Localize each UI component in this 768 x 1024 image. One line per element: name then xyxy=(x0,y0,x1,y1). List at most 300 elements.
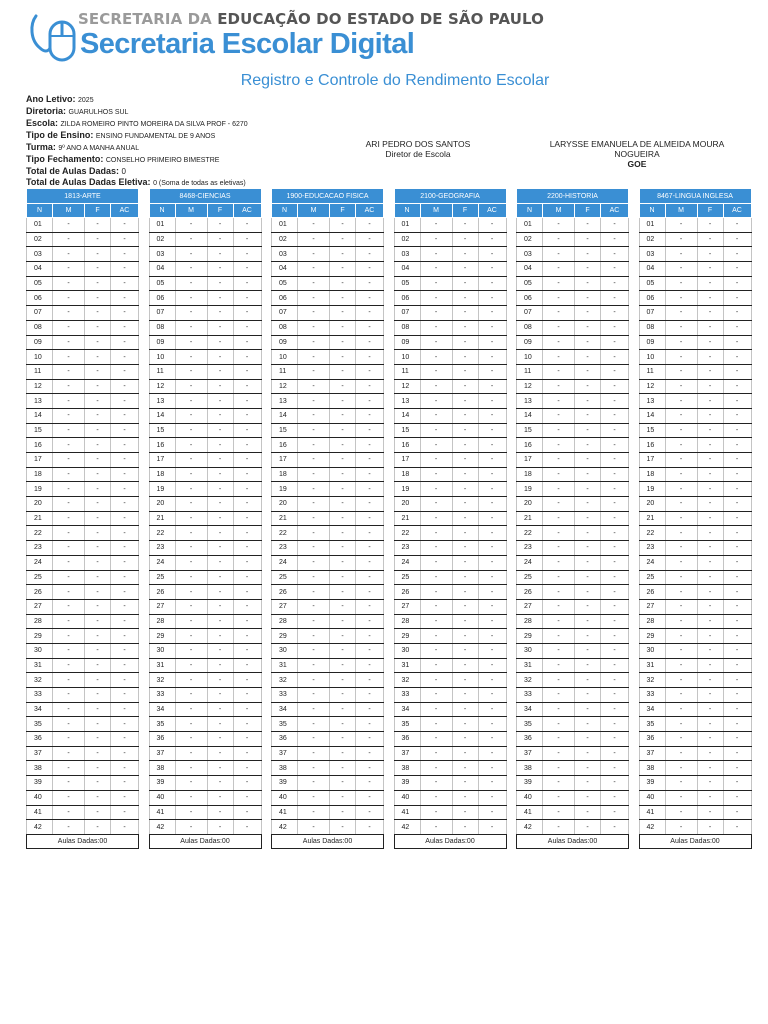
cell-ac: - xyxy=(601,320,629,335)
cell-ac: - xyxy=(111,438,139,453)
student-number: 10 xyxy=(517,350,543,365)
cell-f: - xyxy=(575,482,601,497)
student-number: 41 xyxy=(272,805,298,820)
table-row xyxy=(639,732,751,747)
student-number: 09 xyxy=(149,335,175,350)
cell-m: - xyxy=(175,350,207,365)
cell-f: - xyxy=(85,364,111,379)
cell-ac: - xyxy=(478,555,506,570)
student-number: 18 xyxy=(394,467,420,482)
student-number: 21 xyxy=(272,511,298,526)
student-number: 19 xyxy=(394,482,420,497)
cell-ac: - xyxy=(233,453,261,468)
cell-f: - xyxy=(452,629,478,644)
table-row xyxy=(27,746,139,761)
cell-m: - xyxy=(53,408,85,423)
student-number: 34 xyxy=(517,702,543,717)
student-number: 17 xyxy=(149,453,175,468)
table-row xyxy=(272,526,384,541)
table-row xyxy=(149,438,261,453)
table-row xyxy=(517,746,629,761)
table-row xyxy=(517,643,629,658)
table-row xyxy=(149,614,261,629)
student-number: 03 xyxy=(149,247,175,262)
cell-ac: - xyxy=(356,218,384,233)
column-header: AC xyxy=(601,204,629,218)
table-row xyxy=(27,335,139,350)
student-number: 06 xyxy=(272,291,298,306)
table-row xyxy=(149,732,261,747)
table-row xyxy=(272,820,384,835)
cell-f: - xyxy=(452,746,478,761)
table-row xyxy=(149,790,261,805)
cell-m: - xyxy=(53,673,85,688)
cell-ac: - xyxy=(601,599,629,614)
cell-ac: - xyxy=(233,570,261,585)
cell-m: - xyxy=(665,732,697,747)
cell-m: - xyxy=(53,732,85,747)
table-row xyxy=(149,482,261,497)
table-row xyxy=(27,629,139,644)
cell-ac: - xyxy=(111,746,139,761)
cell-f: - xyxy=(85,218,111,233)
table-row xyxy=(517,497,629,512)
student-number: 11 xyxy=(517,364,543,379)
cell-f: - xyxy=(207,218,233,233)
cell-ac: - xyxy=(601,702,629,717)
table-row xyxy=(517,541,629,556)
cell-f: - xyxy=(697,232,723,247)
student-number: 24 xyxy=(149,555,175,570)
cell-ac: - xyxy=(233,291,261,306)
table-row xyxy=(27,776,139,791)
cell-m: - xyxy=(665,276,697,291)
cell-m: - xyxy=(420,570,452,585)
cell-f: - xyxy=(85,732,111,747)
student-number: 22 xyxy=(517,526,543,541)
cell-f: - xyxy=(575,570,601,585)
cell-f: - xyxy=(207,438,233,453)
cell-f: - xyxy=(85,643,111,658)
cell-ac: - xyxy=(723,761,751,776)
student-number: 26 xyxy=(272,585,298,600)
student-number: 23 xyxy=(272,541,298,556)
column-header: AC xyxy=(233,204,261,218)
cell-m: - xyxy=(420,673,452,688)
table-row xyxy=(272,482,384,497)
student-number: 36 xyxy=(149,732,175,747)
cell-ac: - xyxy=(478,394,506,409)
table-row xyxy=(149,276,261,291)
cell-ac: - xyxy=(356,599,384,614)
cell-f: - xyxy=(85,453,111,468)
cell-ac: - xyxy=(601,306,629,321)
student-number: 07 xyxy=(27,306,53,321)
table-row xyxy=(639,438,751,453)
cell-f: - xyxy=(207,247,233,262)
table-row xyxy=(272,335,384,350)
cell-ac: - xyxy=(233,599,261,614)
cell-m: - xyxy=(420,467,452,482)
student-number: 15 xyxy=(394,423,420,438)
table-row xyxy=(149,526,261,541)
cell-ac: - xyxy=(723,629,751,644)
cell-f: - xyxy=(85,541,111,556)
table-row xyxy=(272,408,384,423)
table-row xyxy=(27,218,139,233)
student-number: 10 xyxy=(394,350,420,365)
student-number: 27 xyxy=(272,599,298,614)
student-number: 11 xyxy=(394,364,420,379)
cell-ac: - xyxy=(478,423,506,438)
subject-title: 2200-HISTORIA xyxy=(517,189,629,204)
cell-f: - xyxy=(207,320,233,335)
cell-ac: - xyxy=(356,820,384,835)
cell-m: - xyxy=(420,497,452,512)
student-number: 03 xyxy=(639,247,665,262)
cell-ac: - xyxy=(111,335,139,350)
cell-ac: - xyxy=(233,688,261,703)
table-row xyxy=(272,643,384,658)
student-number: 26 xyxy=(639,585,665,600)
student-number: 36 xyxy=(272,732,298,747)
cell-f: - xyxy=(452,541,478,556)
cell-ac: - xyxy=(111,350,139,365)
cell-m: - xyxy=(665,585,697,600)
cell-m: - xyxy=(175,423,207,438)
column-header: F xyxy=(207,204,233,218)
table-row xyxy=(149,702,261,717)
cell-m: - xyxy=(420,438,452,453)
student-number: 35 xyxy=(272,717,298,732)
student-number: 05 xyxy=(517,276,543,291)
info-tipo-fechamento xyxy=(26,154,248,166)
cell-f: - xyxy=(575,232,601,247)
table-row xyxy=(639,364,751,379)
table-row xyxy=(517,570,629,585)
cell-ac: - xyxy=(356,247,384,262)
table-row xyxy=(272,790,384,805)
cell-f: - xyxy=(452,805,478,820)
cell-ac: - xyxy=(356,658,384,673)
cell-m: - xyxy=(175,320,207,335)
cell-m: - xyxy=(53,232,85,247)
cell-ac: - xyxy=(233,526,261,541)
cell-m: - xyxy=(53,776,85,791)
cell-ac: - xyxy=(111,262,139,277)
cell-ac: - xyxy=(233,497,261,512)
student-number: 42 xyxy=(149,820,175,835)
cell-ac: - xyxy=(111,599,139,614)
cell-f: - xyxy=(575,746,601,761)
student-number: 20 xyxy=(639,497,665,512)
table-row xyxy=(639,570,751,585)
table-row xyxy=(639,805,751,820)
student-number: 40 xyxy=(27,790,53,805)
column-header: N xyxy=(149,204,175,218)
cell-f: - xyxy=(697,453,723,468)
table-row xyxy=(272,688,384,703)
cell-f: - xyxy=(697,761,723,776)
student-number: 36 xyxy=(517,732,543,747)
cell-ac: - xyxy=(478,247,506,262)
cell-m: - xyxy=(420,408,452,423)
cell-ac: - xyxy=(111,423,139,438)
student-number: 18 xyxy=(149,467,175,482)
cell-f: - xyxy=(85,320,111,335)
student-number: 16 xyxy=(149,438,175,453)
table-row xyxy=(517,306,629,321)
cell-f: - xyxy=(575,717,601,732)
school-info xyxy=(26,94,248,189)
table-row xyxy=(517,702,629,717)
table-row xyxy=(272,306,384,321)
student-number: 33 xyxy=(639,688,665,703)
table-row xyxy=(394,776,506,791)
goe-signature xyxy=(542,139,732,169)
student-number: 30 xyxy=(272,643,298,658)
table-row xyxy=(27,232,139,247)
cell-ac: - xyxy=(723,423,751,438)
cell-ac: - xyxy=(111,658,139,673)
cell-f: - xyxy=(697,643,723,658)
cell-ac: - xyxy=(111,379,139,394)
student-number: 29 xyxy=(272,629,298,644)
table-row xyxy=(149,350,261,365)
cell-m: - xyxy=(420,761,452,776)
subject-table xyxy=(26,188,139,849)
student-number: 29 xyxy=(639,629,665,644)
cell-f: - xyxy=(330,467,356,482)
cell-f: - xyxy=(85,291,111,306)
table-row xyxy=(149,306,261,321)
cell-m: - xyxy=(175,702,207,717)
cell-m: - xyxy=(298,599,330,614)
cell-f: - xyxy=(330,717,356,732)
cell-m: - xyxy=(665,232,697,247)
cell-f: - xyxy=(697,262,723,277)
cell-f: - xyxy=(452,526,478,541)
student-number: 01 xyxy=(639,218,665,233)
student-number: 03 xyxy=(517,247,543,262)
cell-ac: - xyxy=(478,364,506,379)
student-number: 38 xyxy=(272,761,298,776)
student-number: 42 xyxy=(517,820,543,835)
cell-f: - xyxy=(207,497,233,512)
cell-ac: - xyxy=(601,218,629,233)
student-number: 07 xyxy=(639,306,665,321)
cell-m: - xyxy=(175,614,207,629)
table-row xyxy=(272,702,384,717)
cell-m: - xyxy=(298,629,330,644)
cell-f: - xyxy=(330,335,356,350)
cell-f: - xyxy=(575,262,601,277)
cell-ac: - xyxy=(356,408,384,423)
info-value: ENSINO FUNDAMENTAL DE 9 ANOS xyxy=(95,133,216,140)
table-row xyxy=(639,247,751,262)
table-row xyxy=(517,673,629,688)
info-diretoria xyxy=(26,106,248,118)
cell-f: - xyxy=(85,497,111,512)
student-number: 22 xyxy=(149,526,175,541)
table-row xyxy=(394,643,506,658)
cell-ac: - xyxy=(111,732,139,747)
cell-m: - xyxy=(175,497,207,512)
student-number: 27 xyxy=(27,599,53,614)
student-number: 31 xyxy=(517,658,543,673)
student-number: 17 xyxy=(27,453,53,468)
table-row xyxy=(272,379,384,394)
cell-ac: - xyxy=(723,247,751,262)
cell-m: - xyxy=(665,364,697,379)
table-row xyxy=(27,320,139,335)
cell-f: - xyxy=(452,218,478,233)
table-row xyxy=(149,394,261,409)
cell-m: - xyxy=(665,673,697,688)
cell-f: - xyxy=(207,262,233,277)
cell-m: - xyxy=(665,614,697,629)
table-row xyxy=(639,614,751,629)
subject-table xyxy=(639,188,752,849)
cell-m: - xyxy=(175,805,207,820)
student-number: 05 xyxy=(639,276,665,291)
table-row xyxy=(639,688,751,703)
student-number: 32 xyxy=(27,673,53,688)
table-row xyxy=(272,673,384,688)
student-number: 30 xyxy=(639,643,665,658)
cell-ac: - xyxy=(478,232,506,247)
table-row xyxy=(639,218,751,233)
table-row xyxy=(272,776,384,791)
student-number: 20 xyxy=(272,497,298,512)
cell-f: - xyxy=(207,276,233,291)
cell-m: - xyxy=(543,350,575,365)
cell-ac: - xyxy=(601,643,629,658)
cell-f: - xyxy=(697,511,723,526)
cell-ac: - xyxy=(233,541,261,556)
table-row xyxy=(27,614,139,629)
cell-m: - xyxy=(665,423,697,438)
cell-ac: - xyxy=(478,629,506,644)
cell-m: - xyxy=(420,453,452,468)
cell-m: - xyxy=(665,379,697,394)
table-row xyxy=(27,306,139,321)
cell-f: - xyxy=(330,408,356,423)
table-row xyxy=(272,761,384,776)
cell-f: - xyxy=(697,585,723,600)
cell-m: - xyxy=(53,247,85,262)
column-header: N xyxy=(639,204,665,218)
cell-m: - xyxy=(53,379,85,394)
aulas-dadas-footer: Aulas Dadas:00 xyxy=(517,834,629,848)
cell-f: - xyxy=(452,453,478,468)
cell-m: - xyxy=(665,482,697,497)
cell-ac: - xyxy=(478,379,506,394)
student-number: 01 xyxy=(394,218,420,233)
student-number: 37 xyxy=(517,746,543,761)
cell-ac: - xyxy=(601,541,629,556)
cell-ac: - xyxy=(723,482,751,497)
cell-m: - xyxy=(665,643,697,658)
cell-f: - xyxy=(697,276,723,291)
cell-f: - xyxy=(452,658,478,673)
cell-ac: - xyxy=(233,776,261,791)
cell-m: - xyxy=(298,408,330,423)
cell-f: - xyxy=(207,555,233,570)
cell-f: - xyxy=(207,335,233,350)
cell-m: - xyxy=(298,379,330,394)
cell-f: - xyxy=(697,614,723,629)
cell-ac: - xyxy=(111,232,139,247)
student-number: 08 xyxy=(639,320,665,335)
cell-m: - xyxy=(53,262,85,277)
cell-ac: - xyxy=(356,497,384,512)
column-header: M xyxy=(543,204,575,218)
student-number: 29 xyxy=(517,629,543,644)
student-number: 13 xyxy=(639,394,665,409)
cell-f: - xyxy=(697,776,723,791)
cell-m: - xyxy=(665,790,697,805)
student-number: 22 xyxy=(27,526,53,541)
info-turma xyxy=(26,142,248,154)
cell-ac: - xyxy=(723,820,751,835)
student-number: 38 xyxy=(27,761,53,776)
cell-m: - xyxy=(420,482,452,497)
cell-ac: - xyxy=(233,394,261,409)
info-label: Turma: xyxy=(26,142,56,152)
table-row xyxy=(394,497,506,512)
cell-ac: - xyxy=(111,364,139,379)
cell-m: - xyxy=(298,761,330,776)
cell-ac: - xyxy=(478,805,506,820)
student-number: 38 xyxy=(639,761,665,776)
cell-ac: - xyxy=(233,761,261,776)
cell-ac: - xyxy=(723,805,751,820)
info-label: Escola: xyxy=(26,118,59,128)
cell-m: - xyxy=(175,555,207,570)
student-number: 08 xyxy=(149,320,175,335)
table-row xyxy=(394,408,506,423)
cell-f: - xyxy=(697,555,723,570)
cell-f: - xyxy=(85,262,111,277)
student-number: 40 xyxy=(149,790,175,805)
cell-f: - xyxy=(452,482,478,497)
cell-m: - xyxy=(543,732,575,747)
table-row xyxy=(27,673,139,688)
table-row xyxy=(394,276,506,291)
student-number: 15 xyxy=(27,423,53,438)
cell-m: - xyxy=(53,423,85,438)
table-row xyxy=(27,453,139,468)
cell-m: - xyxy=(543,790,575,805)
cell-ac: - xyxy=(233,820,261,835)
student-number: 11 xyxy=(272,364,298,379)
cell-m: - xyxy=(543,423,575,438)
table-row xyxy=(517,820,629,835)
cell-ac: - xyxy=(233,467,261,482)
student-number: 19 xyxy=(149,482,175,497)
student-number: 32 xyxy=(149,673,175,688)
student-number: 19 xyxy=(517,482,543,497)
cell-m: - xyxy=(420,232,452,247)
table-row xyxy=(517,790,629,805)
cell-f: - xyxy=(697,820,723,835)
cell-m: - xyxy=(543,408,575,423)
cell-ac: - xyxy=(233,790,261,805)
cell-f: - xyxy=(207,541,233,556)
cell-f: - xyxy=(697,526,723,541)
cell-m: - xyxy=(298,482,330,497)
